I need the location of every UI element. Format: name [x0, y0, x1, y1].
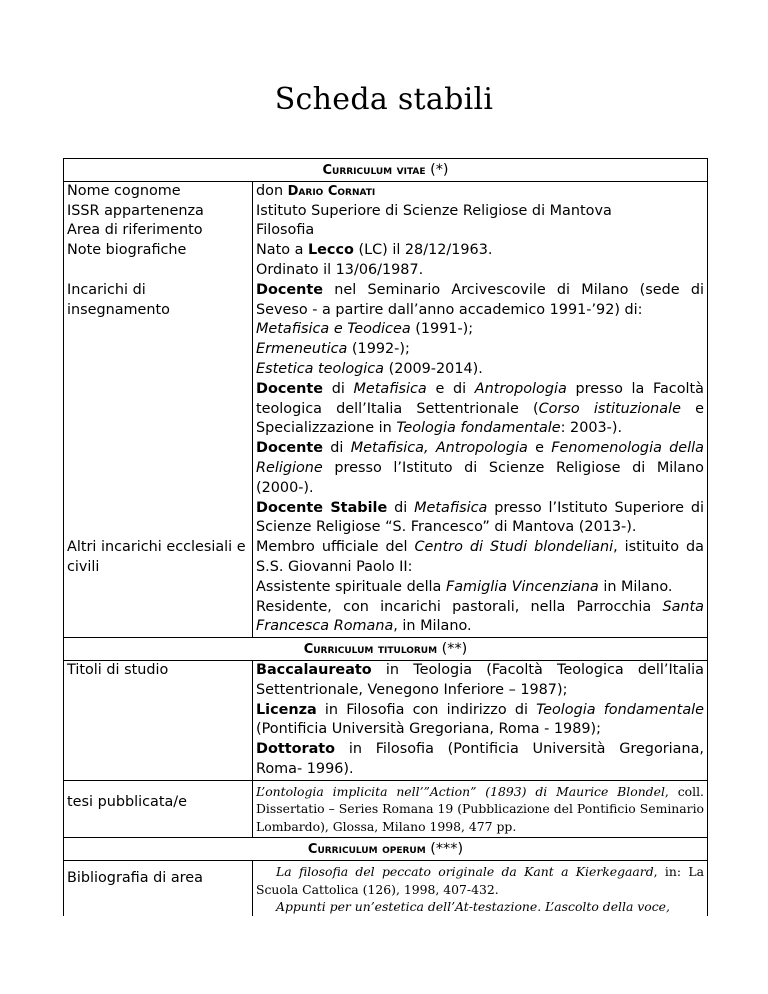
section-note: (*) [430, 162, 449, 178]
field-label: Incarichi di insegnamento [64, 281, 253, 538]
person-name: Dario Cornati [287, 183, 376, 199]
role-entry: Membro ufficiale del Centro di Studi blondeliani, istituito da S.S. Giovanni Paolo II: [256, 539, 704, 575]
section-heading: Curriculum vitae [322, 163, 426, 178]
section-note: (**) [441, 641, 468, 658]
role-entry: Assistente spirituale della Famiglia Vincenziana in Milano. [256, 578, 673, 595]
row-tesi [64, 780, 708, 838]
row-incarichi [64, 281, 708, 538]
section-heading: Curriculum operum [307, 842, 426, 858]
row-issr [64, 202, 708, 222]
section-header-curriculum-titulorum [64, 638, 708, 661]
thesis-citation: L’ontologia implicita nell’”Action” (1893) di Maurice Blondel, coll. Dissertatio – Series Romana 19 (Pubblicazione del Pontificio Seminario Lombardo), Glossa, Milano 1998, 477 pp. [253, 780, 708, 838]
bibliography-entry: La filosofia del peccato originale da Kant a Kierkegaard, in: La Scuola Cattolica (126), 1998, 407-432. [256, 864, 704, 897]
row-altri-incarichi [64, 538, 708, 637]
section-header-curriculum-operum [64, 838, 708, 861]
row-bibliografia [64, 861, 708, 916]
role-entry: Residente, con incarichi pastorali, nella Parrocchia Santa Francesca Romana, in Milano. [256, 598, 704, 635]
ordination-line: Ordinato il 13/06/1987. [256, 261, 424, 278]
teaching-entry: Docente Stabile di Metafisica presso l’Istituto Superiore di Scienze Religiose “S. Francesco” di Mantova (2013-). [256, 499, 704, 536]
field-value: Filosofia [253, 221, 708, 241]
teaching-entry: Metafisica e Teodicea (1991-); [256, 321, 474, 338]
row-titoli [64, 660, 708, 780]
field-value: Istituto Superiore di Scienze Religiose di Mantova [253, 202, 708, 222]
field-label: Bibliografia di area [64, 861, 253, 916]
degree-entry: Dottorato in Filosofia (Pontificia Università Gregoriana, Roma- 1996). [256, 741, 704, 777]
teaching-entry: Estetica teologica (2009-2014). [256, 360, 483, 377]
section-header-curriculum-vitae [64, 159, 708, 182]
teaching-entry: Ermeneutica (1992-); [256, 341, 410, 358]
field-label: Area di riferimento [64, 221, 253, 241]
section-heading: Curriculum titulorum [303, 642, 438, 658]
field-label: tesi pubblicata/e [64, 780, 253, 838]
name-prefix: don [256, 182, 288, 199]
section-note: (***) [430, 841, 464, 858]
field-label: Note biografiche [64, 241, 253, 281]
degree-entry: Licenza in Filosofia con indirizzo di Teologia fondamentale (Pontificia Università Gregoriana, Roma - 1989); [256, 701, 704, 738]
field-label: Titoli di studio [64, 660, 253, 780]
field-label: Nome cognome [64, 181, 253, 201]
row-note-biografiche [64, 241, 708, 281]
row-nome-cognome [64, 181, 708, 201]
page-title: Scheda stabili [274, 82, 494, 117]
field-label: Altri incarichi ecclesiali e civili [64, 538, 253, 637]
bibliography-entry: Appunti per un’estetica dell’At-testazione. L’ascolto della voce, [276, 899, 670, 914]
degree-entry: Baccalaureato in Teologia (Facoltà Teologica dell’Italia Settentrionale, Venegono Inferiore – 1987); [256, 661, 704, 698]
teaching-entry: Docente di Metafisica e di Antropologia presso la Facoltà teologica dell’Italia Settentrionale (Corso istituzionale e Specializzazione in Teologia fondamentale: 2003-). [256, 380, 704, 437]
field-label: ISSR appartenenza [64, 202, 253, 222]
curriculum-table [63, 158, 708, 916]
teaching-entry: Docente nel Seminario Arcivescovile di Milano (sede di Seveso - a partire dall’anno accademico 1991-’92) di: [256, 281, 704, 318]
row-area [64, 221, 708, 241]
teaching-entry: Docente di Metafisica, Antropologia e Fenomenologia della Religione presso l’Istituto di Scienze Religiose di Milano (2000-). [256, 440, 704, 496]
birth-line: Nato a Lecco (LC) il 28/12/1963. [256, 242, 493, 259]
